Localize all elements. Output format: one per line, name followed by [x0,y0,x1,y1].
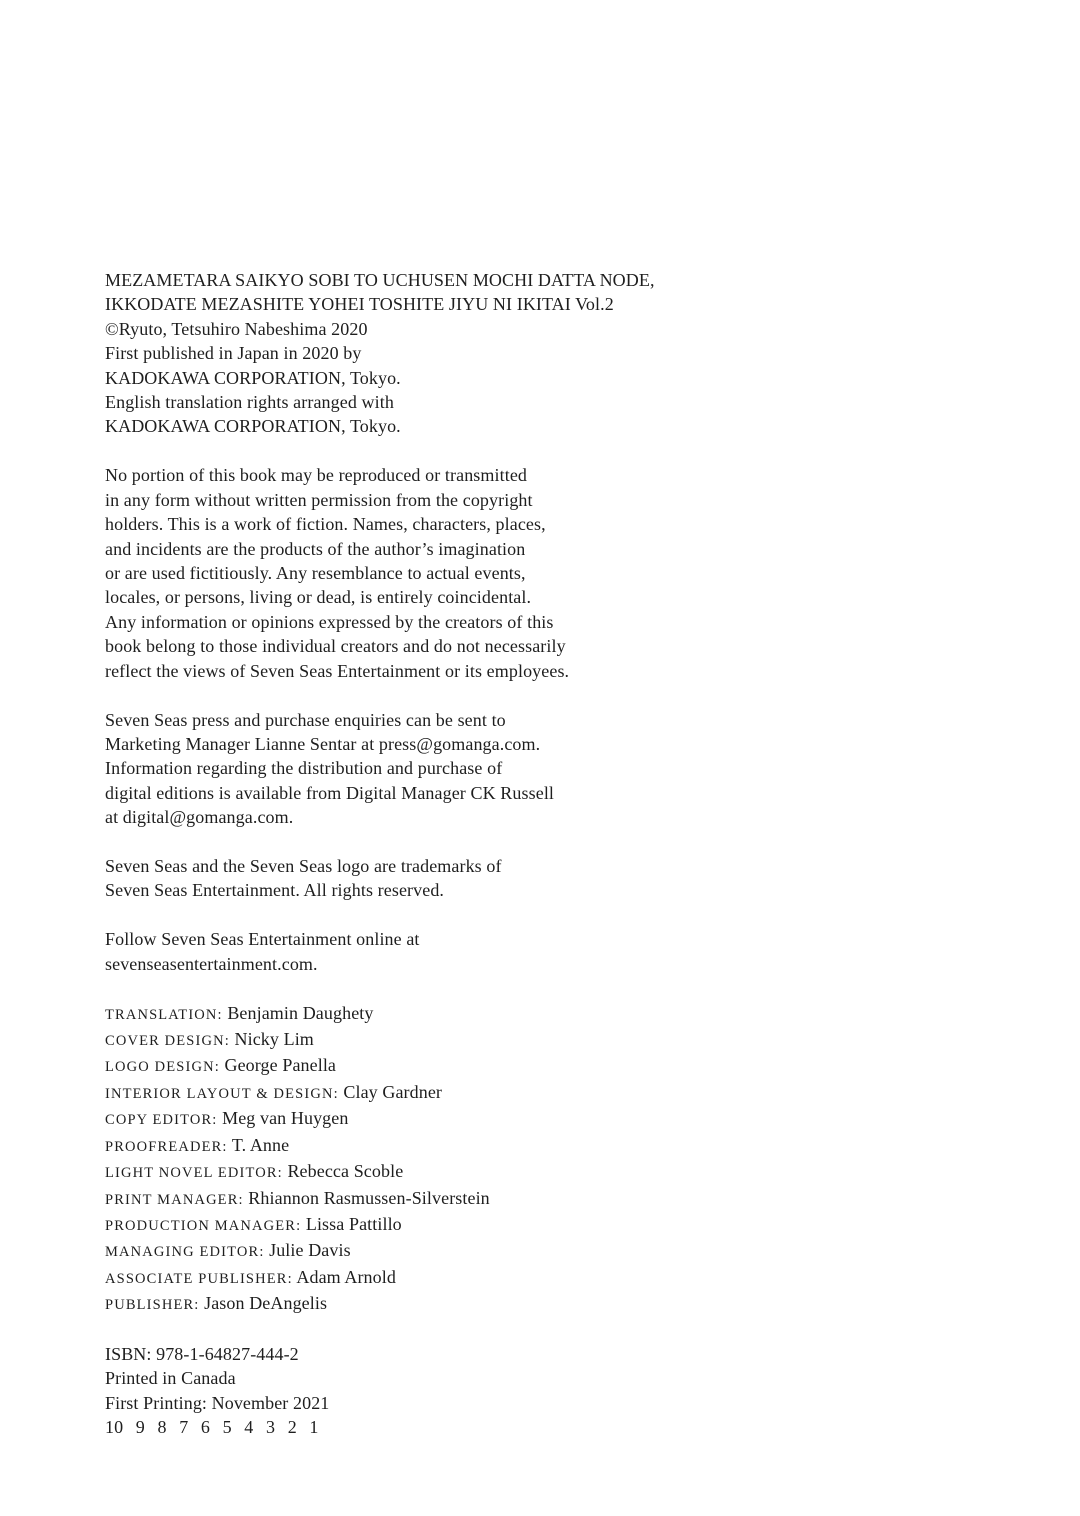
credit-role-label: INTERIOR LAYOUT & DESIGN: [105,1085,339,1102]
credit-person-name: George Panella [219,1055,337,1076]
credit-role-label: PUBLISHER: [105,1297,200,1314]
credit-role-label: PROOFREADER: [105,1138,228,1155]
trademark-block [105,854,1000,903]
credit-person-name: Nicky Lim [229,1029,314,1050]
credit-person-name: Adam Arnold [292,1266,396,1287]
credit-person-name: Meg van Huygen [217,1108,349,1129]
legal-notice-line: reflect the views of Seven Seas Entertainment or its employees. [105,660,570,681]
printing-line: 10 9 8 7 6 5 4 3 2 1 [105,1417,319,1438]
legal-notice-line: holders. This is a work of fiction. Names, characters, places, [105,514,546,535]
credit-role-label: ASSOCIATE PUBLISHER: [105,1270,293,1287]
credit-line [105,1159,1000,1185]
contact-line: Seven Seas press and purchase enquiries can be sent to [105,709,506,730]
credit-role-label: TRANSLATION: [105,1006,223,1023]
legal-notice-line: and incidents are the products of the author’s imagination [105,538,526,559]
legal-notice-line: in any form without written permission from the copyright [105,489,533,510]
title-copyright-line: IKKODATE MEZASHITE YOHEI TOSHITE JIYU NI IKITAI Vol.2 [105,294,614,315]
printing-line: Printed in Canada [105,1368,236,1389]
credit-line [105,1133,1000,1159]
credit-line [105,1027,1000,1053]
contact-line: digital editions is available from Digital Manager CK Russell [105,782,555,803]
printing-line: First Printing: November 2021 [105,1392,330,1413]
printing-line: ISBN: 978-1-64827-444-2 [105,1344,299,1365]
trademark-line: Seven Seas and the Seven Seas logo are trademarks of [105,856,502,877]
title-copyright-block [105,268,1000,439]
credit-role-label: COVER DESIGN: [105,1033,230,1050]
credit-person-name: Rebecca Scoble [282,1161,404,1182]
legal-notice-line: book belong to those individual creators and do not necessarily [105,636,566,657]
legal-notice-line: No portion of this book may be reproduced or transmitted [105,465,528,486]
credit-role-label: LOGO DESIGN: [105,1059,220,1076]
credit-line [105,1001,1000,1027]
credit-person-name: Jason DeAngelis [199,1293,328,1314]
legal-notice-line: or are used fictitiously. Any resemblance to actual events, [105,562,526,583]
contact-line: at digital@gomanga.com. [105,807,294,828]
title-copyright-line: First published in Japan in 2020 by [105,343,362,364]
credit-role-label: LIGHT NOVEL EDITOR: [105,1165,283,1182]
credit-person-name: Rhiannon Rasmussen-Silverstein [243,1187,490,1208]
follow-online-block [105,927,1000,976]
legal-notice-line: locales, or persons, living or dead, is entirely coincidental. [105,587,532,608]
credit-role-label: PRODUCTION MANAGER: [105,1217,302,1234]
title-copyright-line: English translation rights arranged with [105,392,394,413]
credit-line [105,1080,1000,1106]
credit-person-name: Clay Gardner [338,1081,443,1102]
trademark-line: Seven Seas Entertainment. All rights reserved. [105,880,445,901]
credit-line [105,1291,1000,1317]
credit-person-name: T. Anne [227,1134,290,1155]
credit-role-label: PRINT MANAGER: [105,1191,244,1208]
credit-line [105,1106,1000,1132]
credit-line [105,1265,1000,1291]
credit-person-name: Julie Davis [264,1240,351,1261]
credit-role-label: COPY EDITOR: [105,1112,218,1129]
title-copyright-line: KADOKAWA CORPORATION, Tokyo. [105,367,401,388]
title-copyright-line: KADOKAWA CORPORATION, Tokyo. [105,416,401,437]
credit-role-label: MANAGING EDITOR: [105,1244,265,1261]
contact-line: Information regarding the distribution and purchase of [105,758,503,779]
credit-line [105,1238,1000,1264]
credit-line [105,1186,1000,1212]
title-copyright-line: MEZAMETARA SAIKYO SOBI TO UCHUSEN MOCHI DATTA NODE, [105,270,655,290]
credit-line [105,1053,1000,1079]
credit-line [105,1212,1000,1238]
contact-line: Marketing Manager Lianne Sentar at press@gomanga.com. [105,733,541,754]
legal-notice-block [105,463,1000,683]
credit-person-name: Benjamin Daughety [222,1002,374,1023]
contact-block [105,708,1000,830]
credits-block [105,1001,1000,1318]
follow-online-line: Follow Seven Seas Entertainment online at [105,929,420,950]
title-copyright-line: ©Ryuto, Tetsuhiro Nabeshima 2020 [105,318,368,339]
credit-person-name: Lissa Pattillo [301,1213,402,1234]
legal-notice-line: Any information or opinions expressed by the creators of this [105,611,554,632]
printing-block [105,1342,1000,1440]
follow-online-line: sevenseasentertainment.com. [105,953,318,974]
